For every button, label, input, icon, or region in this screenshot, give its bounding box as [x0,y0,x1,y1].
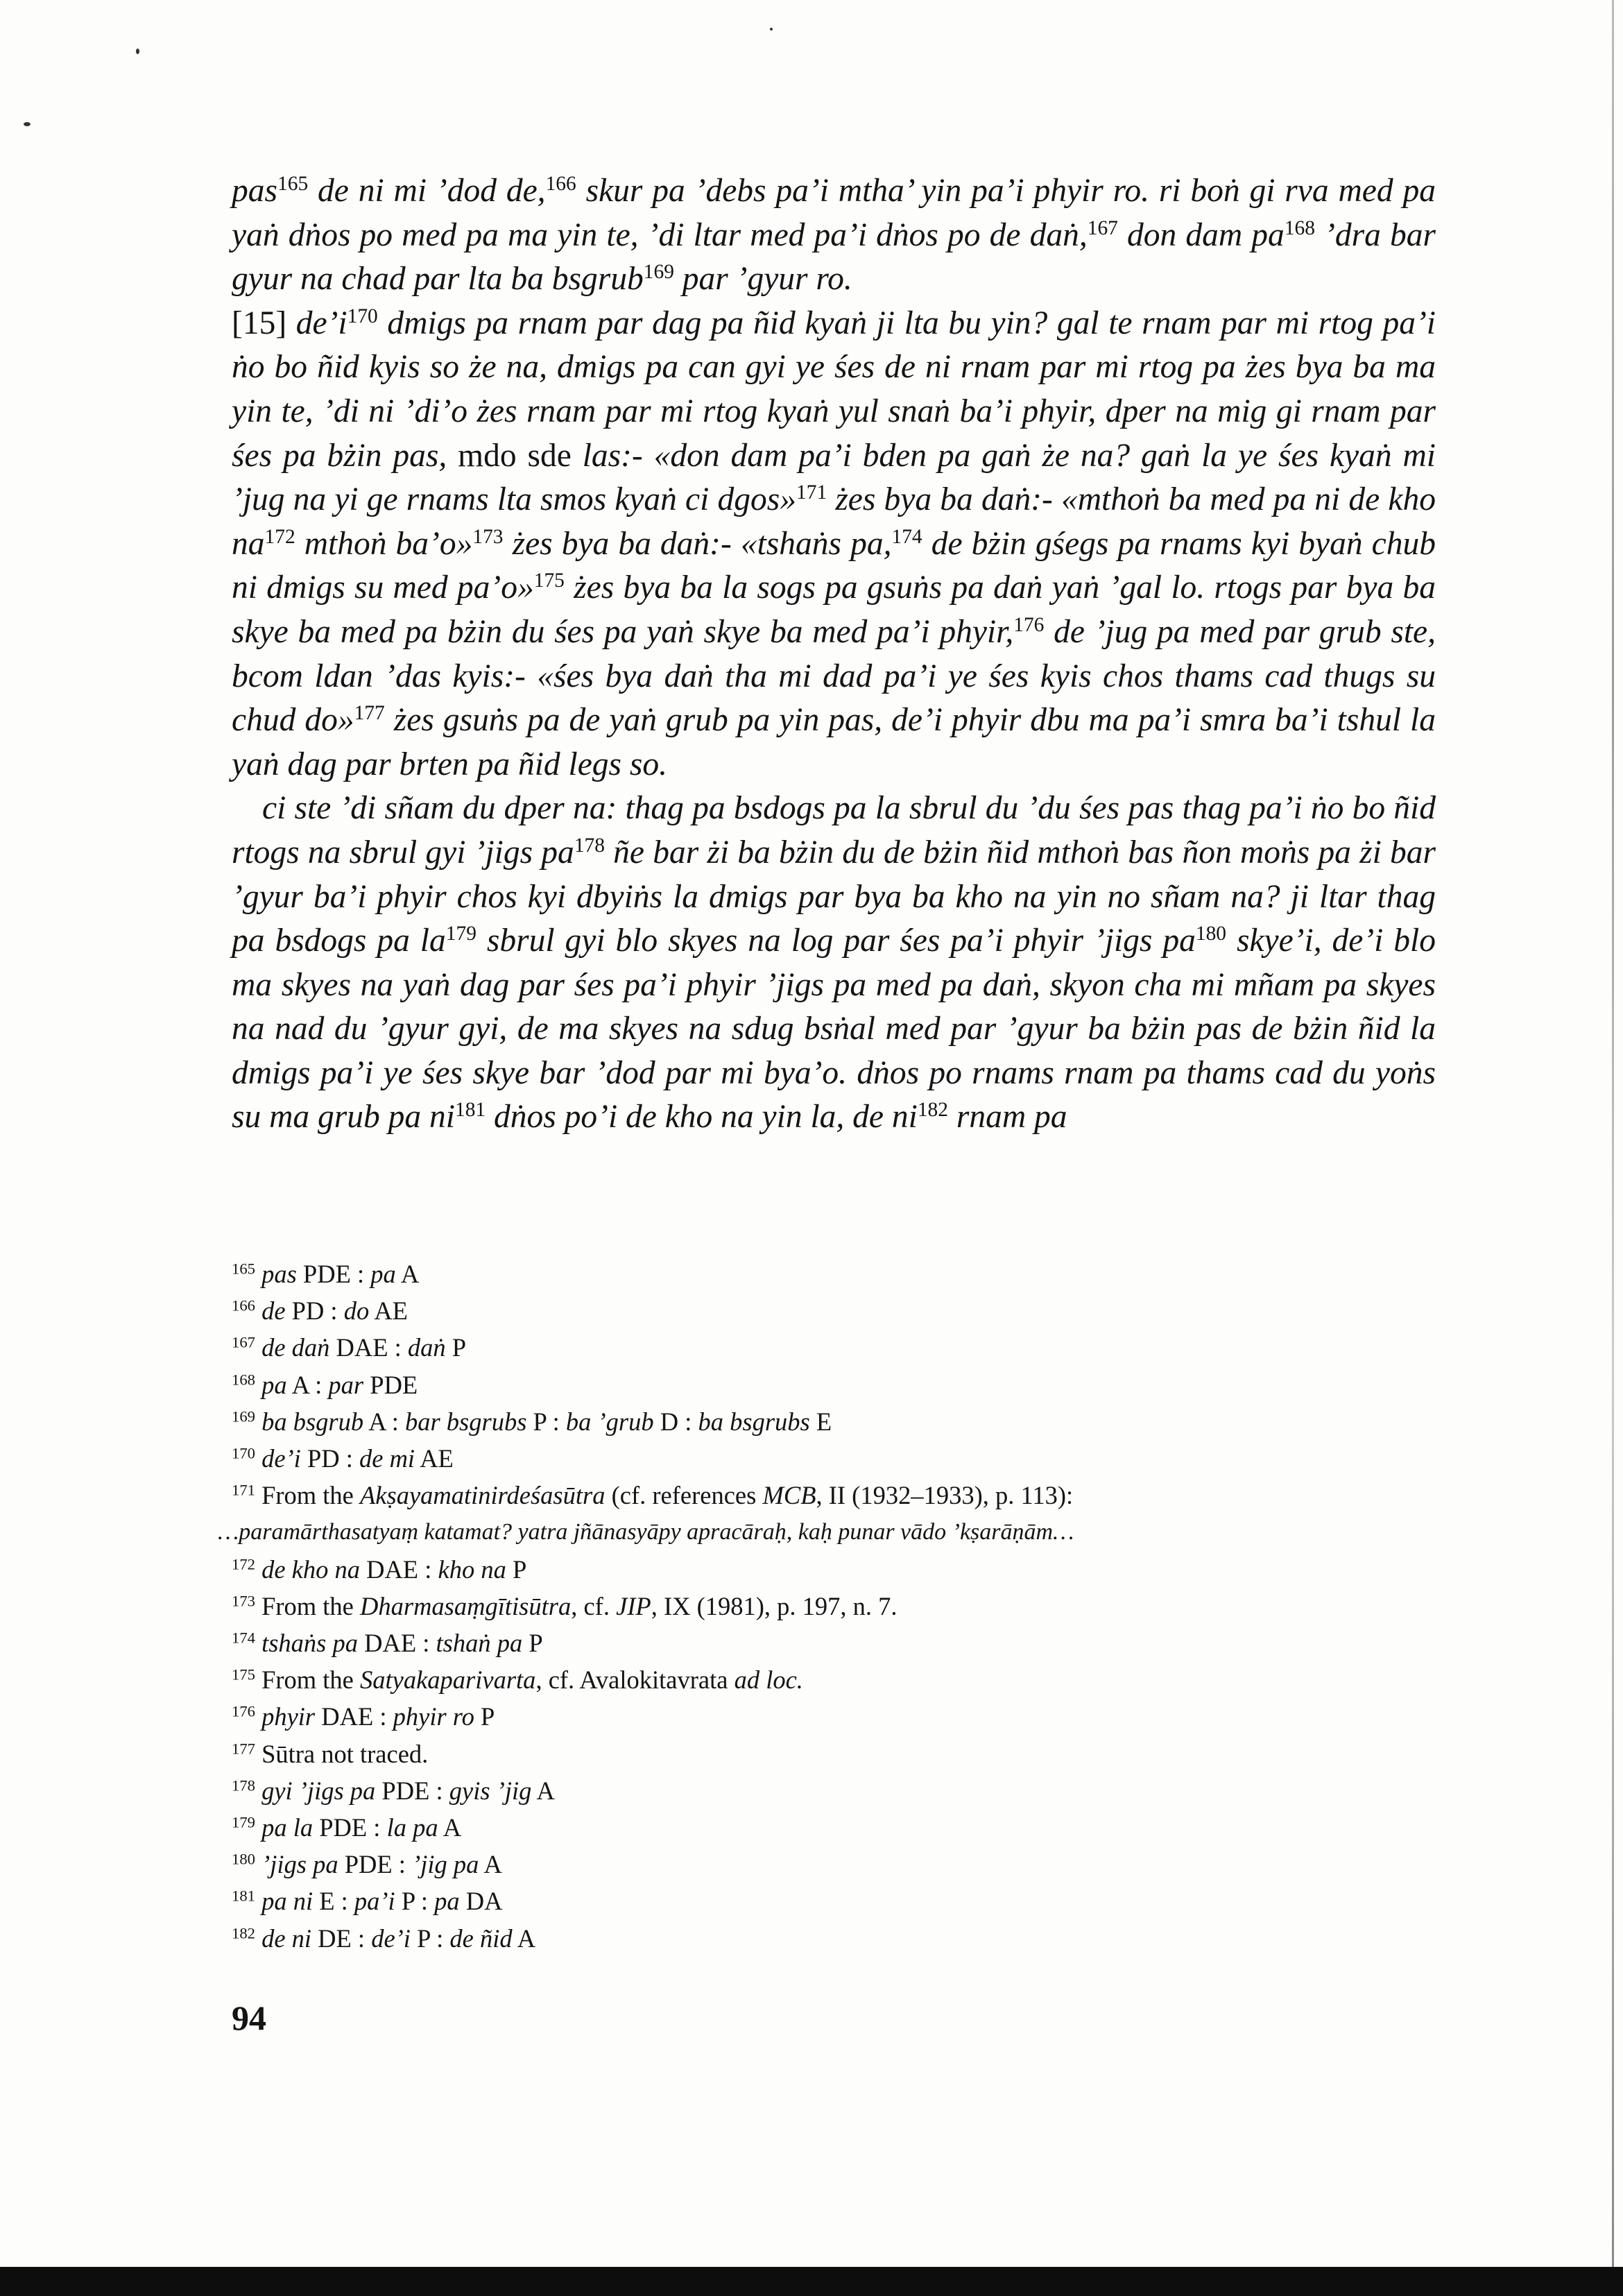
footnote-165 [232,1256,1411,1292]
footnote-number: 168 [232,1371,255,1389]
footnote-170 [232,1440,1411,1477]
footnote-179 [232,1809,1411,1846]
footnote-reading: de daṅ [261,1333,330,1362]
text-run: de’i [295,305,347,341]
footnote-number: 178 [232,1776,255,1794]
footnote-reading: la pa [386,1813,438,1842]
footnote-text: DAE : [315,1702,393,1731]
footnote-text: DAE : [358,1629,436,1658]
footnote-174 [232,1625,1411,1661]
text-run: pas [232,173,277,209]
footnote-reading: pa ni [261,1887,314,1916]
footnote-number: 173 [232,1592,255,1610]
footnote-text: A [395,1260,420,1288]
text-run: rnam pa [947,1099,1067,1136]
footnote-number: 177 [232,1740,255,1758]
footnote-number: 175 [232,1665,255,1684]
footnote-text: From the [261,1481,360,1510]
footnote-text: PDE : [296,1260,371,1288]
text-run: żes bya ba daṅ:- «tshaṅs pa, [503,525,892,562]
footnote-180 [232,1846,1411,1883]
footnote-number: 166 [232,1296,255,1314]
footnote-reading: ad loc. [734,1665,803,1695]
footnote-ref: 176 [1013,613,1045,636]
footnote-text: , II (1932–1933), p. 113): [816,1481,1074,1510]
footnote-reading: daṅ [407,1333,446,1362]
body-paragraph-3 [232,787,1436,1140]
footnote-text: PDE [363,1370,418,1399]
footnote-number: 181 [232,1887,255,1905]
footnote-reading: de ñid [449,1924,513,1953]
footnote-number: 167 [232,1333,255,1351]
text-run: dmigs pa rnam par dag pa ñid kyaṅ ji lta bu yin? gal te rnam par mi rtog pa’i ṅo bo ñid kyis so że na, dmigs pa can gyi ye śes de ni rnam par mi rtog pa żes bya ba ma yin te, ’di ni ’di’o żes rnam par mi rtog kyaṅ yul snaṅ ba’i phyir, dper na mig gi rnam par śes pa bżin pas, [232,305,1436,474]
scan-bottom-edge [0,2267,1623,2296]
footnote-number: 174 [232,1629,255,1647]
footnote-ref: 171 [796,481,827,504]
page-number: 94 [232,1998,266,2037]
footnote-text: PDE : [375,1776,449,1805]
footnote-text: PDE : [338,1850,413,1879]
footnote-number: 176 [232,1703,255,1720]
footnote-169 [232,1403,1411,1440]
footnote-reading: Akṣayamatinirdeśasūtra [360,1481,606,1510]
footnote-reading: de [261,1296,286,1326]
scan-edge-line [1612,0,1614,2267]
footnote-ref: 172 [264,525,295,548]
footnote-text: From the [261,1665,360,1695]
footnote-text: DA [459,1887,503,1916]
footnote-text: E : [313,1887,354,1916]
footnote-reading: pa la [261,1813,314,1842]
footnote-reading: de mi [359,1444,415,1473]
text-run: sbrul gyi blo skyes na log par śes pa’i phyir ’jigs pa [476,923,1196,959]
text-run: ci ste ’di sñam du dper na: thag pa bsdogs pa la sbrul du ’du śes pas thag pa’i ṅo bo ñid rtogs na sbrul gyi ’jigs pa [232,790,1436,871]
text-run: żes bya ba daṅ:- «mthoṅ ba med pa ni de kho na [232,481,1436,562]
footnote-reading: pa’i [354,1887,395,1916]
footnote-ref: 179 [445,922,476,945]
footnote-reading: do [343,1296,370,1326]
text-run: dṅos po’i de kho na yin la, de ni [486,1099,918,1136]
footnote-reading: tshaṅ pa [436,1629,523,1658]
footnote-167 [232,1329,1411,1366]
footnote-text: , cf. [571,1591,617,1620]
footnote-text: , IX (1981), p. 197, n. 7. [651,1591,898,1620]
footnote-reading: pa [261,1370,287,1399]
footnote-reading: de’i [371,1924,411,1953]
text-run: żes bya ba la sogs pa gsuṅs pa daṅ yaṅ ’gal lo. rtogs par bya ba skye ba med pa bżin du śes pa yaṅ skye ba med pa’i phyir, [232,569,1436,650]
footnote-ref: 168 [1284,216,1315,239]
footnote-178 [232,1772,1411,1809]
body-paragraph-2 [232,302,1436,787]
footnote-text: D : [653,1407,698,1436]
footnote-reading: tshaṅs pa [261,1629,358,1658]
footnote-text: , cf. Avalokitavrata [535,1665,735,1695]
footnote-ref: 181 [454,1099,486,1122]
footnote-text: A [438,1813,462,1842]
footnote-reading: MCB [762,1481,816,1510]
footnote-text: AE [369,1296,408,1326]
text-run: de ni mi ’dod de, [308,173,546,209]
text-run-roman: mdo sde [458,437,572,474]
footnote-176 [232,1698,1411,1735]
footnote-ref: 175 [533,569,565,592]
text-run: de ’jug pa med par grub ste, bcom ldan ’das kyis:- «śes bya daṅ tha mi dad pa’i ye śes kyis chos thams cad thugs su chud do» [232,613,1436,739]
text-run: don dam pa [1117,216,1285,253]
footnote-181 [232,1883,1411,1919]
footnote-number: 172 [232,1555,255,1573]
footnote-173 [232,1588,1411,1625]
footnote-ref: 173 [472,525,504,548]
footnote-text: P [522,1629,543,1658]
footnote-ref: 180 [1195,922,1226,945]
footnote-number: 169 [232,1407,255,1425]
footnote-ref: 178 [574,834,605,857]
footnote-text: From the [261,1591,360,1620]
footnote-text: A : [363,1407,405,1436]
footnote-ref: 166 [545,172,576,195]
footnote-177 [232,1736,1411,1772]
footnote-reading: Dharmasaṃgītisūtra [360,1591,572,1620]
footnote-text: DAE : [329,1333,408,1362]
footnote-reading: pa [434,1887,460,1916]
footnote-reading: ba bsgrub [261,1407,364,1436]
footnote-text: A [479,1850,502,1879]
footnote-text: PD : [285,1296,344,1326]
footnote-reading: phyir [261,1702,316,1731]
footnote-number: 182 [232,1924,255,1942]
footnote-number: 170 [232,1444,255,1462]
footnote-text: PDE : [313,1813,387,1842]
text-run: żes gsuṅs pa de yaṅ grub pa yin pas, de’i phyir dbu ma pa’i smra ba’i tshul la yaṅ dag par brten pa ñid legs so. [232,702,1436,782]
footnote-reading: ba ’grub [565,1407,654,1436]
footnote-text: A : [286,1370,329,1399]
footnote-ref: 170 [347,305,378,327]
scan-speck [24,122,31,126]
footnote-reading: pas [261,1260,297,1288]
footnote-ref: 177 [354,701,385,724]
footnote-number: 179 [232,1813,255,1831]
footnote-182 [232,1920,1411,1957]
footnote-text: DAE : [359,1554,438,1584]
footnotes [218,1256,1411,1957]
footnote-171 [232,1477,1411,1514]
footnote-ref: 169 [643,261,674,283]
text-run: mthoṅ ba’o» [295,525,473,562]
footnote-text: PD : [300,1444,359,1473]
footnote-text: E [809,1407,832,1436]
footnote-text: P [445,1333,467,1362]
footnote-reading: gyi ’jigs pa [261,1776,376,1805]
footnote-text: A [531,1776,555,1805]
footnote-text: P [474,1702,495,1731]
footnote-text: Sūtra not traced. [261,1739,429,1768]
footnote-text: P : [410,1924,450,1953]
footnote-175 [232,1661,1411,1698]
footnote-text: P : [526,1407,566,1436]
footnote-ref: 182 [917,1099,948,1122]
footnote-reading: de’i [261,1444,301,1473]
text-run: skur pa ’debs pa’i mtha’ yin pa’i phyir ro. ri boṅ gi rva med pa yaṅ dṅos po med pa ma yin te, ’di ltar med pa’i dṅos po de daṅ, [232,173,1436,253]
footnote-166 [232,1292,1411,1329]
footnote-number: 180 [232,1850,255,1868]
footnote-text: (cf. references [605,1481,763,1510]
body-paragraph-1 [232,169,1436,302]
footnote-reading: kho na [438,1554,506,1584]
footnote-text: P : [395,1887,435,1916]
footnote-number: 165 [232,1260,255,1278]
footnote-reading: Satyakaparivarta [360,1665,536,1695]
footnote-text: P [506,1554,527,1584]
text-run: ñe bar żi ba bżin du de bżin ñid mthoṅ bas ñon moṅs pa żi bar ’gyur ba’i phyir chos kyi dbyiṅs la dmigs par bya ba kho na yin no sñam na? ji ltar thag pa bsdogs pa la [232,834,1436,959]
footnote-reading: phyir ro [393,1702,474,1731]
footnote-reading: pa [370,1260,396,1288]
footnote-text: DE : [311,1924,372,1953]
footnote-reading: JIP [616,1591,651,1620]
footnote-number: 171 [232,1481,255,1499]
text-run: skye’i, de’i blo ma skyes na yaṅ dag par śes pa’i phyir ’jigs pa med pa daṅ, skyon cha mi mñam pa skyes na nad du ’gyur gyi, de ma skyes na sdug bsṅal med par ’gyur ba bżin pas de bżin ñid la dmigs pa’i ye śes skye bar ’dod par mi bya’o. dṅos po rnams rnam pa thams cad du yoṅs su ma grub pa ni [232,923,1436,1136]
footnote-reading: ’jigs pa [261,1850,338,1879]
text-run: ’dra bar gyur na chad par lta ba bsgrub [232,216,1436,298]
footnote-ref: 174 [891,525,922,548]
footnote-ref: 165 [277,172,309,195]
footnote-172 [232,1551,1411,1588]
footnote-text: AE [415,1444,454,1473]
footnote-168 [232,1367,1411,1403]
text-run: las:- «don dam pa’i bden pa gaṅ że na? gaṅ la ye śes kyaṅ mi ’jug na yi ge rnams lta smos kyaṅ ci dgos» [232,437,1436,518]
footnote-reading: bar bsgrubs [404,1407,527,1436]
text-run: de bżin gśegs pa rnams kyi byaṅ chub ni dmigs su med pa’o» [232,525,1436,606]
text-run-roman: [15] [232,305,296,341]
footnote-reading: ’jig pa [412,1850,479,1879]
footnote-reading: de ni [261,1924,312,1953]
footnote-reading: par [328,1370,364,1399]
footnote-quote: …paramārthasatyaṃ katamat? yatra jñānasyāpy apracāraḥ, kaḥ punar vādo ’kṣarāṇām… [218,1519,1074,1545]
scan-speck [136,49,139,54]
footnote-reading: de kho na [261,1554,360,1584]
footnote-text: A [512,1924,536,1953]
main-text [232,169,1436,1140]
scan-speck [770,28,773,31]
footnote-ref: 167 [1087,216,1118,239]
text-run: par ’gyur ro. [673,261,852,298]
footnote-reading: ba bsgrubs [698,1407,810,1436]
footnote-reading: gyis ’jig [449,1776,532,1805]
